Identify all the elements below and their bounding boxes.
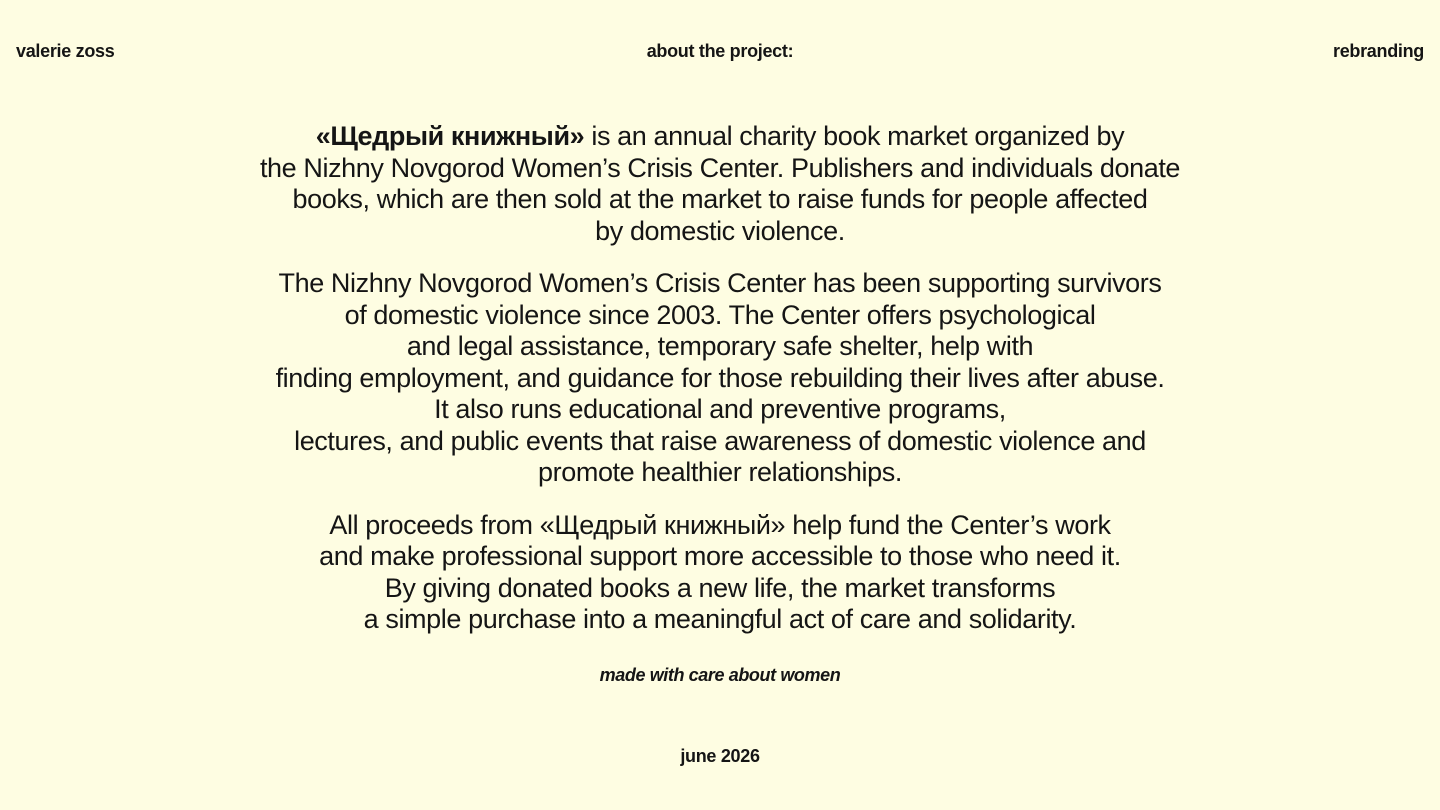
paragraph-line: by domestic violence.: [595, 215, 845, 246]
paragraph-line: lectures, and public events that raise awareness of domestic violence and: [294, 425, 1146, 456]
author-name: valerie zoss: [16, 41, 115, 61]
paragraph-line: the Nizhny Novgorod Women’s Crisis Center. Publishers and individuals donate: [259, 152, 1181, 183]
paragraph-line: All proceeds from «Щедрый книжный» help fund the Center’s work: [329, 509, 1111, 540]
paragraph-line: books, which are then sold at the market to raise funds for people affected: [292, 184, 1148, 214]
paragraph-line: a simple purchase into a meaningful act of care and solidarity.: [363, 604, 1077, 634]
section-title: about the project:: [646, 41, 794, 61]
paragraph-center-info: [0, 268, 1440, 489]
paragraph-line: [0, 121, 1440, 153]
paragraph-line: It also runs educational and preventive programs,: [434, 394, 1006, 424]
project-category: rebranding: [1332, 41, 1424, 61]
paragraph-line: and legal assistance, temporary safe shelter, help with: [406, 331, 1034, 361]
paragraph-line: promote healthier relationships.: [538, 457, 902, 487]
paragraph-intro: [0, 121, 1440, 247]
paragraph-line: of domestic violence since 2003. The Center offers psychological: [344, 299, 1096, 330]
project-description: [0, 121, 1440, 636]
paragraph-line-text: is an annual charity book market organized by: [584, 121, 1125, 151]
paragraph-line: and make professional support more accessible to those who need it.: [319, 541, 1121, 571]
paragraph-line: The Nizhny Novgorod Women’s Crisis Center has been supporting survivors: [278, 268, 1162, 298]
brand-name: «Щедрый книжный»: [315, 121, 585, 151]
project-date: june 2026: [680, 746, 760, 766]
paragraph-proceeds: [0, 510, 1440, 636]
paragraph-line: finding employment, and guidance for those rebuilding their lives after abuse.: [275, 362, 1165, 393]
paragraph-line: By giving donated books a new life, the market transforms: [384, 572, 1056, 603]
tagline: made with care about women: [599, 665, 841, 685]
